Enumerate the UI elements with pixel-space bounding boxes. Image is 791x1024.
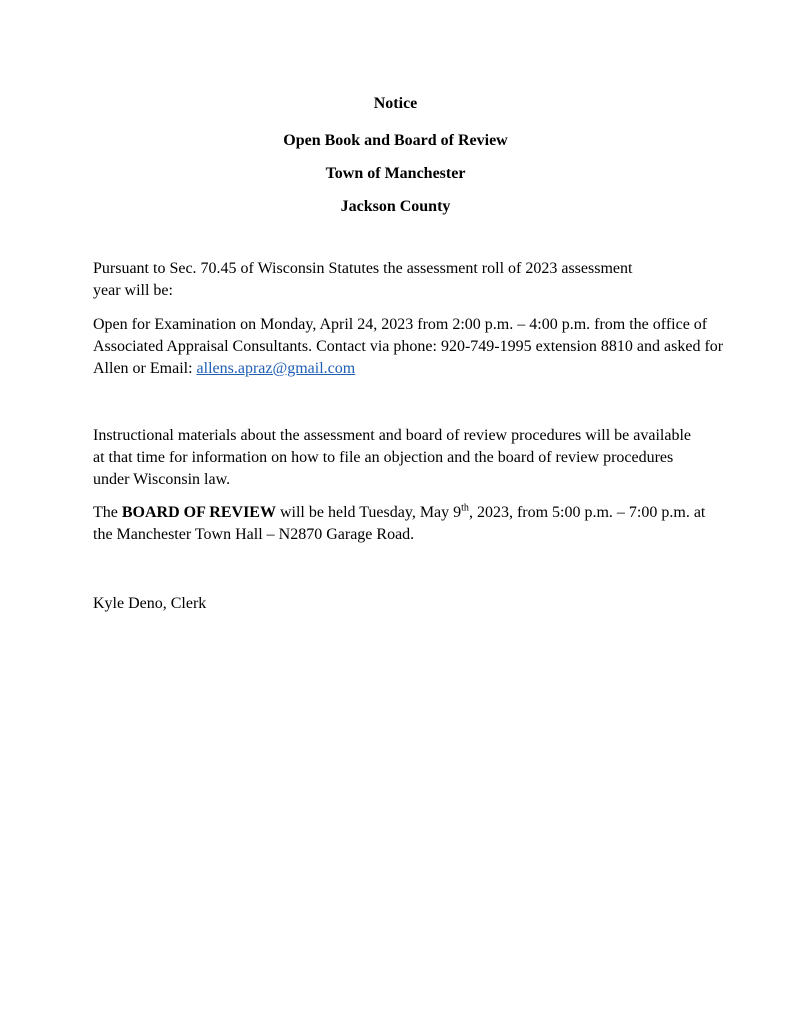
examination-text: Open for Examination on Monday, April 24, 2023 from 2:00 p.m. – 4:00 p.m. from the office of Associated Appraisal Consultants. Contact via phone: 920-749-1995 extension 8810 and asked for Allen or Email: bbox=[93, 316, 724, 377]
date-superscript: th bbox=[461, 502, 469, 514]
statute-paragraph: Pursuant to Sec. 70.45 of Wisconsin Statutes the assessment roll of 2023 assessment year will be: bbox=[93, 260, 633, 299]
board-prefix: The bbox=[93, 504, 122, 521]
notice-title: Notice bbox=[373, 95, 418, 112]
board-middle: will be held Tuesday, May 9 bbox=[275, 504, 462, 521]
town-name: Town of Manchester bbox=[325, 165, 466, 182]
clerk-signature: Kyle Deno, Clerk bbox=[93, 595, 207, 612]
board-suffix: , 2023, from 5:00 p.m. – 7:00 p.m. at the Manchester Town Hall – N2870 Garage Road. bbox=[93, 504, 706, 543]
notice-subtitle: Open Book and Board of Review bbox=[283, 132, 508, 149]
board-of-review-label: BOARD OF REVIEW bbox=[121, 504, 276, 521]
board-of-review-paragraph bbox=[93, 502, 723, 546]
email-link[interactable]: allens.apraz@gmail.com bbox=[196, 360, 356, 377]
instructional-paragraph: Instructional materials about the assessment and board of review procedures will be available at that time for information on how to file an objection and the board of review procedures under Wisconsin law. bbox=[93, 427, 692, 488]
county-name: Jackson County bbox=[340, 198, 451, 215]
examination-paragraph bbox=[93, 314, 728, 380]
